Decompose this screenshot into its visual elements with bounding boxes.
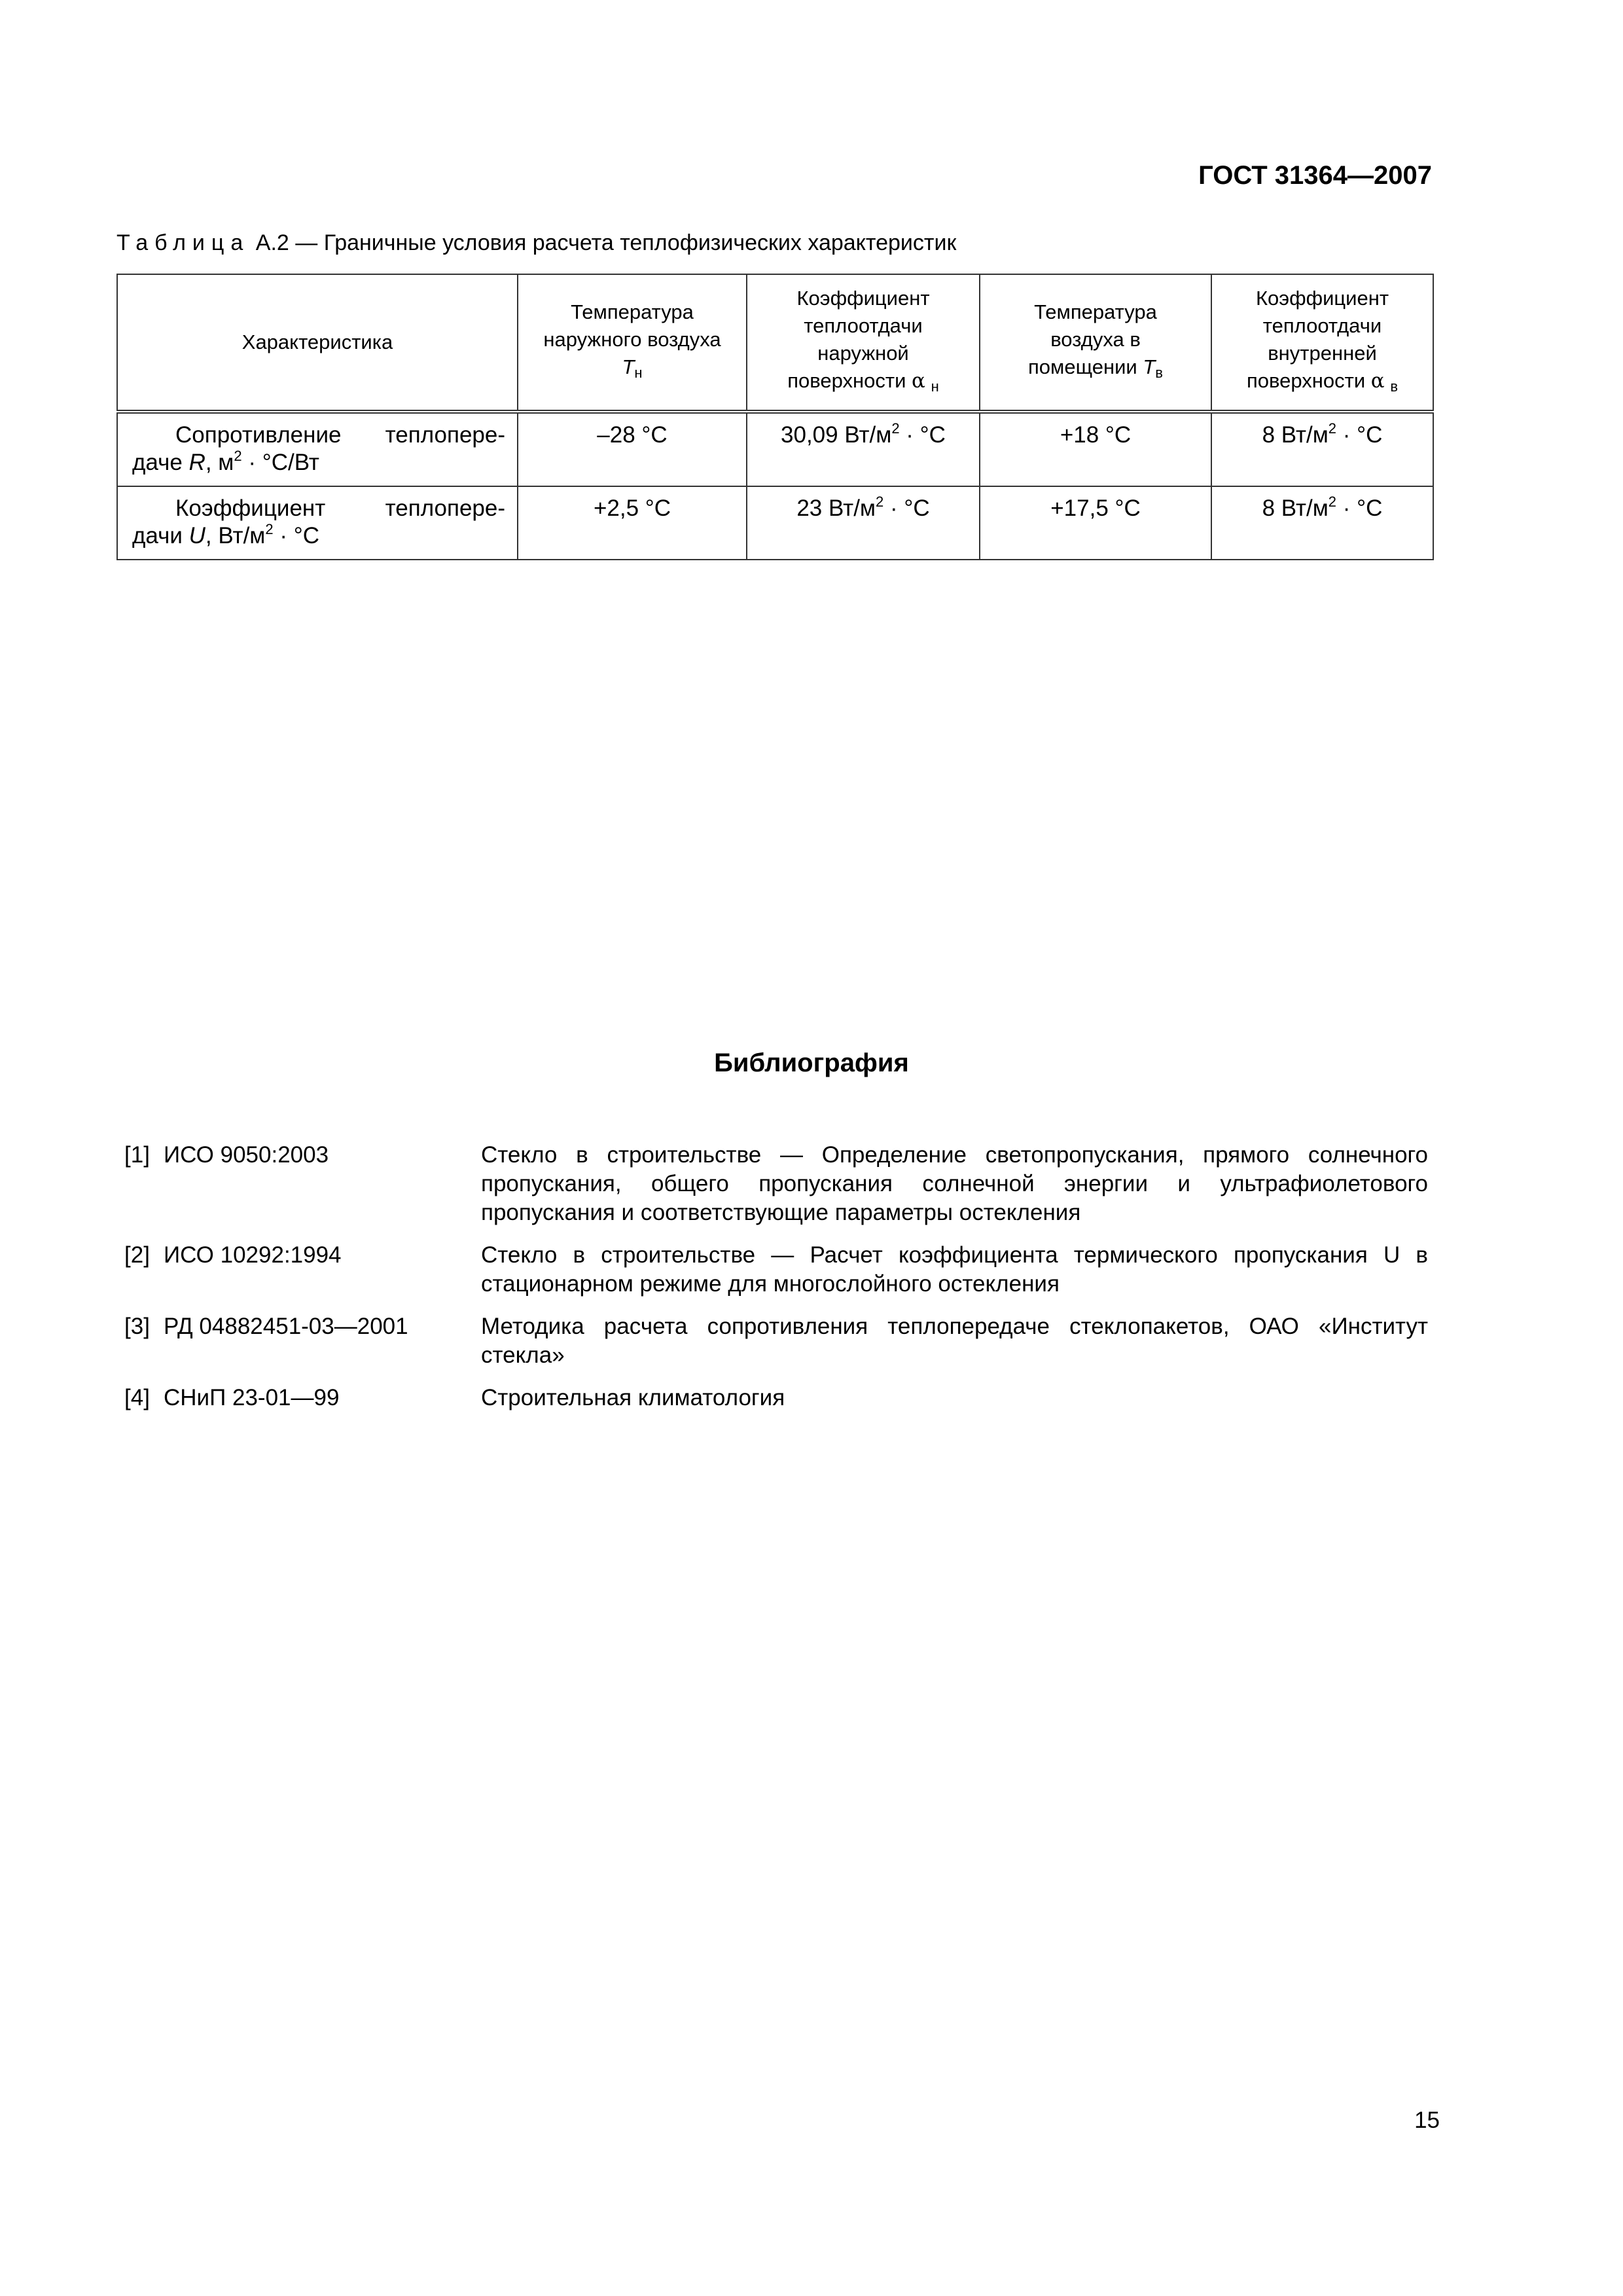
bib-code: ИСО 10292:1994 [164, 1242, 342, 1268]
cell-ext-coeff: 30,09 $Вт/м^2 \cdot ^\circ С$ [747, 412, 980, 486]
bib-number: [1] [124, 1142, 150, 1168]
header-indoor-temp: Температура воздуха в помещении $Т_в$ [980, 274, 1211, 412]
cell-int-coeff: 8 $Вт/м^2 \cdot ^\circ С$ [1211, 412, 1433, 486]
cell-int-coeff: 8 $Вт/м^2 \cdot ^\circ С$ [1211, 486, 1433, 560]
cell-outdoor-temp: –28 °С [518, 412, 747, 486]
bibliography-list [124, 1141, 1428, 1426]
bibliography-title: Библиография [714, 1049, 909, 1077]
bib-number: [4] [124, 1385, 150, 1410]
boundary-conditions-table [116, 274, 1434, 560]
bibliography-item [124, 1312, 1428, 1370]
bib-code: РД 04882451-03—2001 [164, 1314, 408, 1339]
header-outdoor-temp: Температура наружного воздуха $Т_н$ [518, 274, 747, 412]
document-code: ГОСТ 31364—2007 [1198, 161, 1432, 190]
row-label: Коэффициент теплопере- дачи U, $Вт/м^2 \cdot ^\circ С$ [117, 486, 518, 560]
cell-ext-coeff: 23 $Вт/м^2 \cdot ^\circ С$ [747, 486, 980, 560]
cell-outdoor-temp: +2,5 °С [518, 486, 747, 560]
table-row-resistance [117, 412, 1433, 486]
table-header-row [117, 274, 1433, 412]
bibliography-item [124, 1384, 1428, 1412]
table-row-transmittance [117, 486, 1433, 560]
bib-code: СНиП 23-01—99 [164, 1385, 340, 1410]
bib-title: Строительная климатология [481, 1385, 785, 1410]
table-caption-label: Таблица [116, 230, 250, 255]
bib-title: Стекло в строительстве — Определение светопропускания, прямого солнечного пропускания, общего пропускания солнечной энергии и ультрафиолетового пропускания и соответствующие параметры остекления [481, 1142, 1428, 1225]
header-characteristic: Характеристика [117, 274, 518, 412]
bibliography-item [124, 1241, 1428, 1299]
cell-indoor-temp: +17,5 °С [980, 486, 1211, 560]
bib-code: ИСО 9050:2003 [164, 1142, 329, 1168]
header-ext-coeff: Коэффициент теплоотдачи наружной поверхности α $_н$ [747, 274, 980, 412]
header-int-coeff: Коэффициент теплоотдачи внутренней поверхности α $_в$ [1211, 274, 1433, 412]
page-number: 15 [1414, 2108, 1440, 2133]
bib-title: Стекло в строительстве — Расчет коэффициента термического пропускания U в стационарном режиме для многослойного остекления [481, 1242, 1428, 1297]
table-caption [116, 230, 956, 256]
row-label: Сопротивление теплопере- даче R, $м^2 \cdot ^\circ С/Вт$ [117, 412, 518, 486]
bibliography-item [124, 1141, 1428, 1227]
bib-number: [2] [124, 1242, 150, 1268]
cell-indoor-temp: +18 °С [980, 412, 1211, 486]
bib-title: Методика расчета сопротивления теплопередаче стеклопакетов, ОАО «Институт стекла» [481, 1314, 1428, 1368]
table-caption-text: А.2 — Граничные условия расчета теплофизических характеристик [255, 230, 957, 255]
bib-number: [3] [124, 1314, 150, 1339]
